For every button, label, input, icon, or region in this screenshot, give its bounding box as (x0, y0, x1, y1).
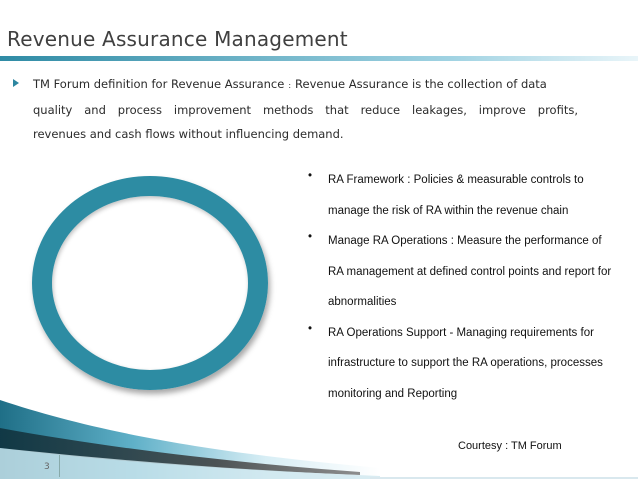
list-item-line: Manage RA Operations : Measure the performance of (328, 235, 602, 247)
slide-title: Revenue Assurance Management (7, 27, 348, 51)
intro-line-1-a: TM Forum definition for Revenue Assurance (33, 77, 285, 91)
intro-word: methods (262, 103, 314, 117)
slide-number-divider (59, 455, 60, 477)
bullet-dot-icon: • (308, 231, 313, 243)
intro-line-1 (33, 72, 578, 98)
courtesy-note: Courtesy : TM Forum (458, 440, 562, 452)
list-item-line: infrastructure to support the RA operations, processes (328, 357, 603, 369)
intro-line-3: revenues and cash flows without influencing demand. (33, 127, 344, 141)
bullet-arrow-icon (13, 79, 19, 87)
title-underline-bar (0, 56, 638, 61)
intro-line-2 (33, 98, 578, 122)
intro-word: quality (33, 103, 73, 117)
list-item-line: manage the risk of RA within the revenue chain (328, 204, 569, 217)
intro-word: process (117, 103, 162, 117)
intro-word: and (84, 103, 106, 117)
decorative-ring-shape (32, 176, 268, 390)
list-item-line: monitoring and Reporting (328, 387, 458, 400)
intro-word: reduce (360, 103, 401, 117)
list-item-line: abnormalities (328, 296, 397, 308)
list-item-line: RA Framework : Policies & measurable controls to (328, 174, 584, 186)
intro-word: improve (478, 103, 526, 117)
intro-paragraph (33, 72, 578, 146)
bullet-dot-icon: • (308, 322, 313, 335)
list-item (308, 170, 638, 231)
decorative-swoosh-graphic (0, 400, 638, 479)
bullet-dot-icon: • (308, 170, 313, 182)
intro-word: improvement (173, 103, 252, 117)
intro-separator: : (288, 81, 292, 90)
bullet-list (308, 170, 638, 414)
intro-word: that (325, 103, 349, 117)
intro-word: profits, (537, 103, 578, 117)
slide-number: 3 (44, 462, 50, 472)
list-item-line: RA Operations Support - Managing requirements for (328, 326, 594, 339)
list-item (308, 231, 638, 323)
intro-line-1-b: Revenue Assurance is the collection of data (295, 77, 547, 91)
intro-word: leakages, (412, 103, 467, 117)
list-item-line: RA management at defined control points and report for (328, 265, 612, 278)
